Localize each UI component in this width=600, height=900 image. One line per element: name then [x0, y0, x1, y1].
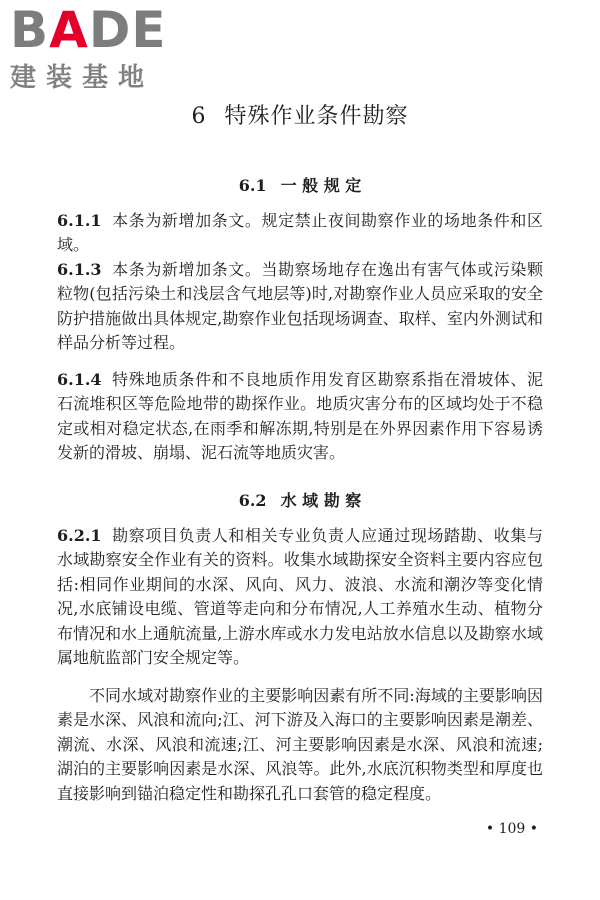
section-number: 6.2	[238, 491, 267, 510]
clause-number: 6.2.1	[57, 526, 102, 545]
chapter-number: 6	[191, 104, 207, 129]
clause-6-2-1	[57, 524, 543, 670]
body-paragraph: 不同水域对勘察作业的主要影响因素有所不同:海域的主要影响因素是水深、风浪和流向;江、河下游及入海口的主要影响因素是潮差、潮流、水深、风浪和流速;江、河主要影响因素是水深、风浪和流速;湖泊的主要影响因素是水深、风浪等。此外,水底沉积物类型和厚度也直接影响到锚泊稳定性和勘探孔孔口套管的稳定程度。	[57, 686, 543, 803]
clause-6-1-1	[57, 209, 543, 258]
section-number: 6.1	[238, 176, 267, 195]
chapter-title	[0, 99, 600, 130]
clause-number: 6.1.1	[57, 211, 102, 230]
clause-text: 特殊地质条件和不良地质作用发育区勘察系指在滑坡体、泥石流堆积区等危险地带的勘探作业。地质灾害分布的区域均处于不稳定或相对稳定状态,在雨季和解冻期,特别是在外界因素作用下容易诱发新的滑坡、崩塌、泥石流等地质灾害。	[57, 370, 543, 463]
brand-logo	[10, 1, 180, 94]
page-number: • 109 •	[485, 821, 538, 837]
clause-text: 本条为新增加条文。当勘察场地存在逸出有害气体或污染颗粒物(包括污染土和浅层含气地层等)时,对勘察作业人员应采取的安全防护措施做出具体规定,勘察作业包括现场调查、取样、室内外测试和样品分析等过程。	[57, 260, 543, 353]
clause-6-1-3	[57, 258, 543, 356]
clause-text: 勘察项目负责人和相关专业负责人应通过现场踏勘、收集与水域勘察安全作业有关的资料。收集水域勘探安全资料主要内容应包括:相同作业期间的水深、风向、风力、波浪、水流和潮汐等变化情况,水底铺设电缆、管道等走向和分布情况,人工养殖水生动、植物分布情况和水上通航流量,上游水库或水力发电站放水信息以及勘察水域属地航监部门安全规定等。	[57, 526, 543, 668]
chapter-title-text: 特殊作业条件勘察	[224, 104, 409, 129]
section-heading-6-2	[0, 488, 600, 511]
clause-number: 6.1.4	[57, 370, 102, 389]
logo-wordmark: BADE	[10, 1, 167, 59]
clause-6-1-4	[57, 368, 543, 466]
section-title-text: 水 域 勘 察	[280, 491, 362, 510]
logo-subtitle: 建装基地	[10, 63, 155, 93]
section-title-text: 一 般 规 定	[280, 176, 362, 195]
clause-number: 6.1.3	[57, 260, 102, 279]
section-heading-6-1	[0, 173, 600, 196]
clause-text: 本条为新增加条文。规定禁止夜间勘察作业的场地条件和区域。	[57, 211, 543, 255]
